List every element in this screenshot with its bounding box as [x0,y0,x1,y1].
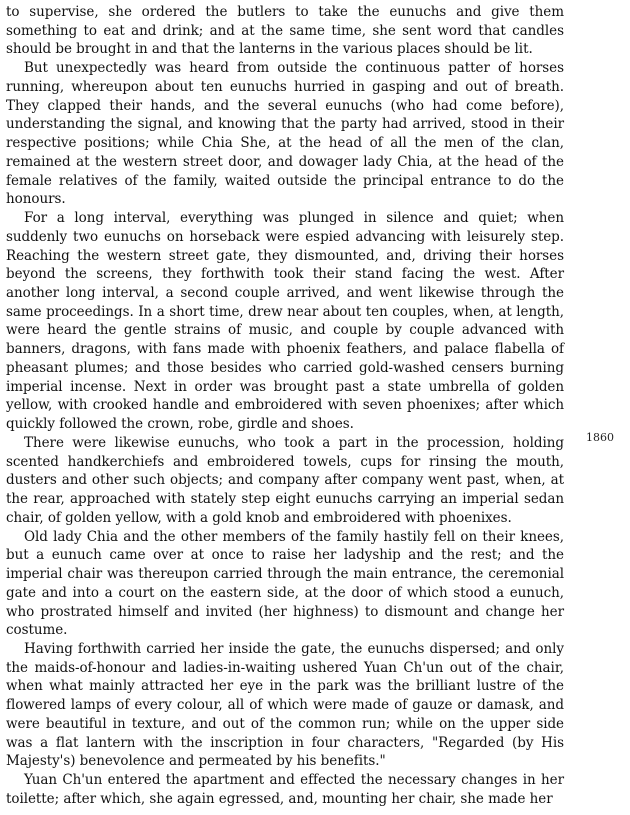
paragraph-procession: For a long interval, everything was plunged in silence and quiet; when suddenly two eunuchs on horseback were espied advancing with leisurely step. Reaching the western street gate, they dismounted, and, driving their horses beyond the screens, they forthwith took their stand facing the west. After another long interval, a second couple arrived, and went likewise through the same proceedings. In a short time, drew near about ten couples, when, at length, were heard the gentle strains of music, and couple by couple advanced with banners, dragons, with fans made with phoenix feathers, and palace flabella of pheasant plumes; and those besides who carried gold-washed censers burning imperial incense. Next in order was brought past a state umbrella of golden yellow, with crooked handle and embroidered with seven phoenixes; after which quickly followed the crown, robe, girdle and shoes. [6,210,564,433]
paragraph-kneeling: Old lady Chia and the other members of the family hastily fell on their knees, but a eunuch came over at once to raise her ladyship and the rest; and the imperial chair was thereupon carried through the main entrance, the ceremonial gate and into a court on the eastern side, at the door of which stood a eunuch, who prostrated himself and invited (her highness) to dismount and change her costume. [6,528,564,639]
paragraph-sedan-chair: There were likewise eunuchs, who took a part in the procession, holding scented handkerchiefs and embroidered towels, cups for rinsing the mouth, dusters and other such objects; and company after company went past, when, at the rear, approached with stately step eight eunuchs carrying an imperial sedan chair, of golden yellow, with a gold knob and embroidered with phoenixes. [6,434,564,526]
paragraph-toilette: Yuan Ch'un entered the apartment and effected the necessary changes in her toilette; after which, she again egressed, and, mounting her chair, she made her [6,772,564,807]
page-number: 1860 [586,431,614,444]
paragraph-lanterns: Having forthwith carried her inside the gate, the eunuchs dispersed; and only the maids-of-honour and ladies-in-waiting ushered Yuan Ch'un out of the chair, when what mainly attracted her eye in the park was the brilliant lustre of the flowered lamps of every colour, all of which were made of gauze or damask, and were beautiful in texture, and out of the common run; while on the upper side was a flat lantern with the inscription in four characters, "Regarded (by His Majesty's) benevolence and permeated by his benefits." [6,640,564,770]
paragraph-horses-arrival: But unexpectedly was heard from outside the continuous patter of horses running, whereupon about ten eunuchs hurried in gasping and out of breath. They clapped their hands, and the several eunuchs (who had come before), understanding the signal, and knowing that the party had arrived, stood in their respective positions; while Chia She, at the head of all the men of the clan, remained at the western street door, and dowager lady Chia, at the head of the female relatives of the family, waited outside the principal entrance to do the honours. [6,60,564,208]
paragraph-continuation: to supervise, she ordered the butlers to take the eunuchs and give them something to eat and drink; and at the same time, she sent word that candles should be brought in and that the lanterns in the various places should be lit. [6,4,564,58]
body-text [6,3,564,809]
